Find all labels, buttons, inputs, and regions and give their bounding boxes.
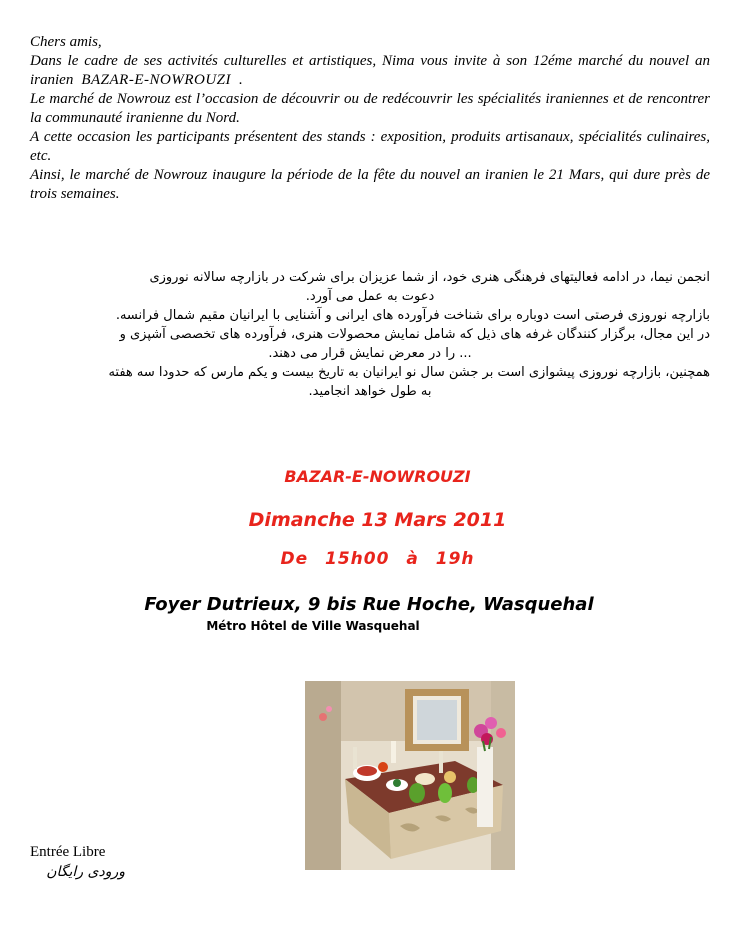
persian-paragraph-2: بازارچه نوروزی فرصتی است دوباره برای شناخت فرآورده های ایرانی و آشنایی با ایرانیان مقیم شمال فرانسه. [115,308,710,323]
persian-paragraph-3-line-2: ... را در معرض نمایش قرار می دهند. [268,346,472,361]
persian-paragraph-4-line-1: همچنین، بازارچه نوروزی پیشوازی است بر جشن سال نو ایرانیان به تاریخ بیست و یکم مارس که حدودا سه هفته [108,365,710,380]
persian-paragraph-1-line-2: دعوت به عمل می آورد. [305,289,435,304]
haft-sin-illustration [305,681,515,870]
event-name: BAZAR-E-NOWROUZI [284,467,471,486]
persian-paragraph-3-line-1: در این مجال، برگزار کنندگان غرفه های ذیل که شامل نمایش محصولات هنری، فرآورده های تخصصی آشپزی و [119,327,710,342]
event-date: Dimanche 13 Mars 2011 [248,509,507,531]
french-paragraph-1 [30,52,710,90]
french-invitation [30,33,710,204]
french-paragraph-1-text: Dans le cadre de ses activités culturelles et artistiques, Nima vous invite à son 12éme marché du nouvel an iranien [30,53,710,88]
persian-paragraph-1-line-1: انجمن نیما، در ادامه فعالیتهای فرهنگی هنری خود، از شما عزیزان برای شرکت در بازارچه سالانه نوروزی [149,270,710,285]
event-metro: Métro Hôtel de Ville Wasquehal [206,619,420,633]
french-paragraph-4: Ainsi, le marché de Nowrouz inaugure la période de la fête du nouvel an iranien le 21 Mars, qui dure près de trois semaines. [30,167,710,202]
haft-sin-table-photo [305,681,515,870]
persian-invitation [30,268,710,401]
bazar-inline-name: BAZAR-E-NOWROUZI [81,72,231,88]
french-paragraph-3: A cette occasion les participants présentent des stands : exposition, produits artisanaux, spécialités culinaires, etc. [30,129,710,164]
persian-paragraph-4-line-2: به طول خواهد انجامید. [308,384,432,399]
french-paragraph-2: Le marché de Nowrouz est l’occasion de découvrir ou de redécouvrir les spécialités iraniennes et de rencontrer la communauté iranienne du Nord. [30,91,710,126]
french-paragraph-1-end: . [239,72,243,88]
greeting: Chers amis, [30,34,102,50]
entree-libre: Entrée Libre [30,844,106,860]
entree-libre-persian: ورودی رایگان [46,864,125,880]
event-time: De 15h00 à 19h [280,549,475,569]
event-venue: Foyer Dutrieux, 9 bis Rue Hoche, Wasquehal [144,594,594,615]
